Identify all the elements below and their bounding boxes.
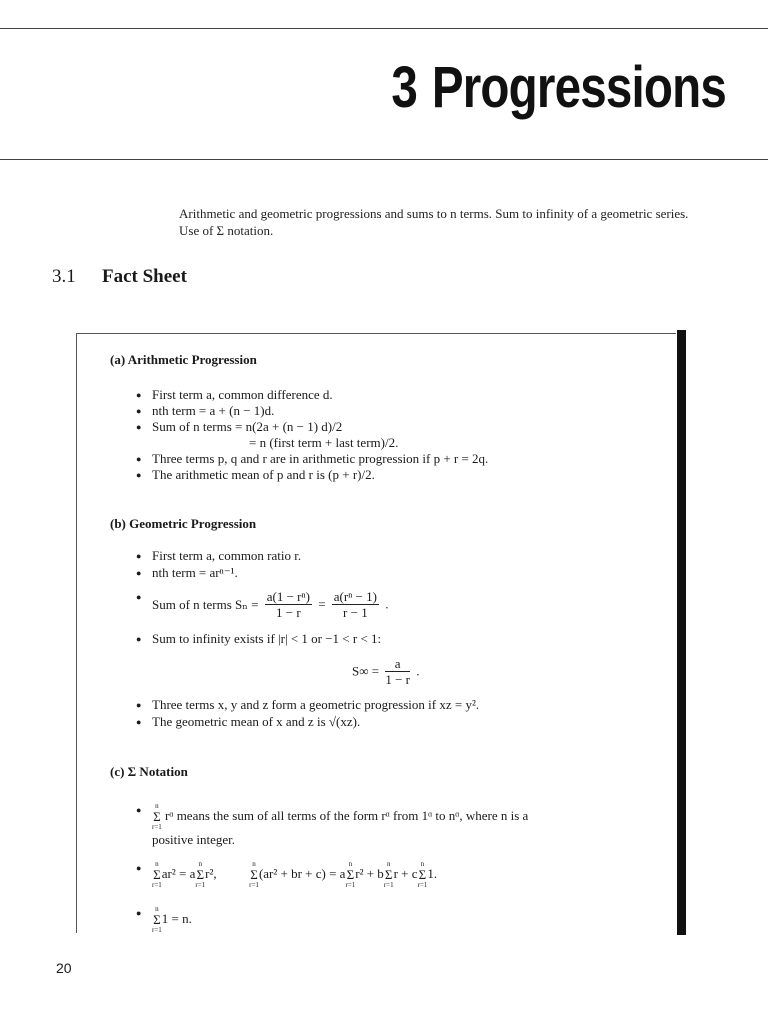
- list-item: ● n Σ r=1 1 = n.: [136, 905, 192, 934]
- list-item-continuation: = n (first term + last term)/2.: [249, 435, 399, 450]
- sigma-symbol: n Σ r=1: [195, 860, 206, 889]
- sigma-symbol: n Σ r=1: [249, 860, 259, 889]
- list-item: ● nth term = a + (n − 1)d.: [136, 403, 274, 419]
- sigma-symbol: ● n Σ r=1: [152, 905, 162, 934]
- sigma-heading: (c) Σ Notation: [110, 764, 188, 779]
- sum-to-infinity-formula: S∞ = $\frac{a}{1 - r}$ .: [352, 656, 420, 687]
- list-item: ● First term a, common ratio r.: [136, 548, 301, 564]
- list-item: ● n Σ r=1 rᵅ means the sum of all terms of the form rᵅ from 1ᵅ to nᵅ, where n is a: [136, 802, 528, 831]
- list-item-sigma-identities: ● n Σ r=1 ar² = a n Σ r=1 r², n Σ r=1 (ar² + br + c) = a n Σ r=1 r² + b n Σ r=1 r + c n Σ r=1 1.: [136, 860, 437, 889]
- list-item: ● Sum to infinity exists if |r| < 1 or −1 < r < 1:: [136, 631, 381, 647]
- list-item: ● First term a, common difference d.: [136, 387, 333, 403]
- geometric-heading: (b) Geometric Progression: [110, 516, 257, 531]
- sigma-symbol: ● n Σ r=1: [152, 802, 162, 831]
- list-item: ● nth term = arⁿ⁻¹.: [136, 565, 238, 581]
- list-item-continuation: positive integer.: [152, 832, 236, 847]
- list-item: ● The geometric mean of x and z is √(xz).: [136, 714, 360, 730]
- list-item: ● Three terms p, q and r are in arithmetic progression if p + r = 2q.: [136, 451, 488, 467]
- list-item: ● Sum of n terms = n(2a + (n − 1) d)/2: [136, 419, 342, 435]
- section-title: Fact Sheet: [102, 266, 187, 287]
- sigma-symbol: n Σ r=1: [345, 860, 356, 889]
- fact-sheet-box-shadow: [677, 330, 686, 935]
- chapter-summary: Arithmetic and geometric progressions and sums to n terms. Sum to infinity of a geometric series. Use of Σ notation.: [179, 206, 689, 238]
- fraction: $\frac{\text{a(1 − rⁿ)}}{1 - r}$: [266, 589, 310, 620]
- page-number: 20: [56, 960, 72, 976]
- section-heading: [52, 266, 187, 288]
- section-number: 3.1: [52, 266, 76, 287]
- list-item-sum-formula: ● Sum of n terms Sₙ = $\frac{\text{a(1 − rⁿ)}}{1 - r}$ = $\frac{\text{a(rⁿ − 1)}}{r - 1}$ .: [136, 589, 388, 620]
- sigma-symbol: ● n Σ r=1: [152, 860, 162, 889]
- list-item: ● The arithmetic mean of p and r is (p + r)/2.: [136, 467, 375, 483]
- heading-rule: [0, 159, 768, 160]
- arithmetic-heading: (a) Arithmetic Progression: [110, 352, 257, 367]
- fraction: $\frac{\text{a(rⁿ − 1)}}{r - 1}$: [333, 589, 377, 620]
- list-item: ● Three terms x, y and z form a geometric progression if xz = y².: [136, 697, 479, 713]
- sigma-symbol: n Σ r=1: [383, 860, 394, 889]
- fraction: $\frac{a}{1 - r}$: [385, 656, 411, 687]
- sigma-symbol: n Σ r=1: [417, 860, 428, 889]
- top-rule: [0, 28, 768, 29]
- chapter-number: 3: [391, 55, 418, 120]
- chapter-heading: [391, 54, 726, 121]
- chapter-title: Progressions: [431, 55, 726, 120]
